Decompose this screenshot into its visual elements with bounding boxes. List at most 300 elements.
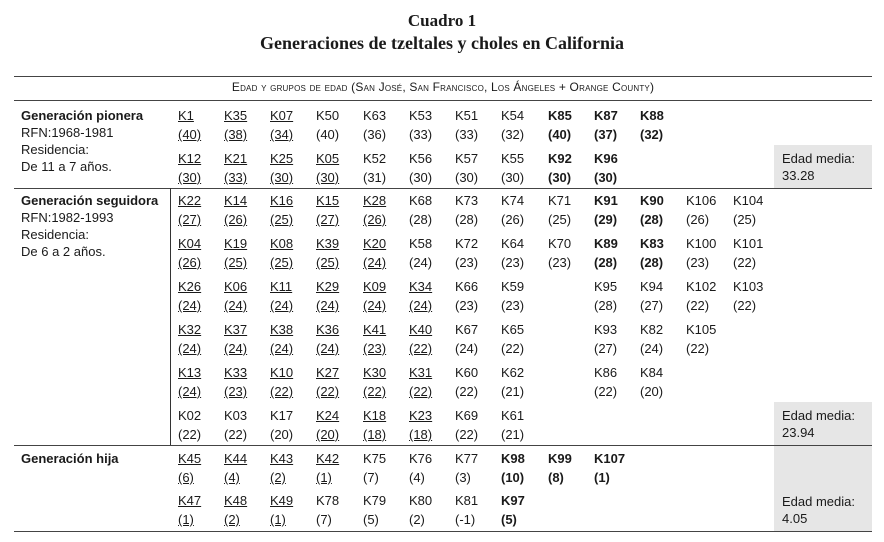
person-cell [363,363,407,401]
group-residence-label: Residencia: [21,227,89,242]
person-cell [455,320,499,358]
person-code: K63 [363,108,387,123]
person-code: K51 [455,108,479,123]
person-code: K86 [594,365,618,380]
person-cell [363,191,407,229]
average-hija [782,493,855,527]
person-age: (40) [316,127,340,142]
person-code: K60 [455,365,479,380]
person-code: K23 [409,408,433,423]
person-code: K12 [178,151,202,166]
average-label: Edad media: [782,494,855,509]
person-age: (8) [548,470,564,485]
person-cell [548,191,592,229]
person-code: K65 [501,322,525,337]
person-age: (26) [178,255,202,270]
person-age: (20) [270,427,294,442]
person-code: K32 [178,322,202,337]
person-code: K100 [686,236,717,251]
person-cell [455,491,499,529]
person-age: (30) [455,170,479,185]
person-cell [270,106,314,144]
person-code: K24 [316,408,340,423]
person-cell [548,106,592,144]
person-code: K69 [455,408,479,423]
person-code: K93 [594,322,618,337]
person-code: K1 [178,108,194,123]
person-cell [640,320,684,358]
person-code: K85 [548,108,572,123]
person-cell [455,106,499,144]
average-seguidora [782,407,855,441]
person-code: K67 [455,322,479,337]
person-code: K31 [409,365,433,380]
person-cell [686,277,730,315]
person-age: (24) [455,341,479,356]
group-rfn: RFN:1982-1993 [21,210,114,225]
person-age: (22) [455,427,479,442]
person-code: K38 [270,322,294,337]
person-cell [316,191,360,229]
person-code: K78 [316,493,340,508]
person-code: K45 [178,451,202,466]
person-age: (28) [409,212,433,227]
person-age: (22) [224,427,248,442]
person-code: K10 [270,365,294,380]
group-residence-range: De 11 a 7 años. [21,159,112,174]
person-code: K21 [224,151,248,166]
person-cell [363,491,407,529]
person-code: K08 [270,236,294,251]
seguidora-divider [170,188,171,445]
person-age: (30) [270,170,294,185]
person-age: (22) [316,384,340,399]
person-age: (30) [548,170,572,185]
person-cell [733,191,777,229]
person-cell [409,106,453,144]
person-age: (1) [270,512,286,527]
person-cell [224,406,268,444]
table-subtitle: Generaciones de tzeltales y choles en California [260,33,624,53]
person-age: (22) [270,384,294,399]
person-cell [686,320,730,358]
person-code: K70 [548,236,572,251]
person-cell [501,449,545,487]
person-code: K14 [224,193,248,208]
person-age: (34) [270,127,294,142]
person-cell [501,320,545,358]
person-age: (38) [224,127,248,142]
person-code: K106 [686,193,717,208]
group-label-seguidora [21,192,158,260]
person-code: K28 [363,193,387,208]
person-code: K98 [501,451,525,466]
person-code: K11 [270,279,293,294]
person-cell [270,491,314,529]
person-cell [686,191,730,229]
person-cell [178,106,222,144]
person-code: K43 [270,451,294,466]
person-age: (30) [501,170,525,185]
person-code: K35 [224,108,248,123]
person-age: (28) [594,298,618,313]
person-code: K16 [270,193,294,208]
person-cell [455,363,499,401]
person-code: K55 [501,151,525,166]
person-code: K64 [501,236,525,251]
person-age: (22) [733,255,757,270]
top-rule [14,76,872,77]
person-cell [686,234,730,272]
person-cell [409,149,453,187]
person-age: (27) [594,341,618,356]
person-age: (5) [363,512,379,527]
group-separator-1 [14,188,872,189]
person-age: (24) [316,298,340,313]
person-age: (24) [409,298,433,313]
person-code: K19 [224,236,248,251]
person-code: K40 [409,322,433,337]
person-cell [501,106,545,144]
person-cell [455,406,499,444]
person-code: K41 [363,322,387,337]
person-cell [270,449,314,487]
person-cell [409,363,453,401]
person-age: (7) [363,470,379,485]
person-age: (40) [178,127,202,142]
person-cell [178,277,222,315]
person-cell [501,491,545,529]
average-label: Edad media: [782,151,855,166]
person-age: (24) [316,341,340,356]
person-code: K27 [316,365,340,380]
person-age: (33) [455,127,479,142]
person-age: (33) [409,127,433,142]
person-cell [270,277,314,315]
group-label-pionera [21,107,143,175]
person-cell [224,191,268,229]
person-age: (27) [316,212,340,227]
person-age: (24) [178,341,202,356]
person-cell [409,320,453,358]
person-code: K66 [455,279,479,294]
person-code: K09 [363,279,387,294]
person-cell [733,234,777,272]
person-code: K82 [640,322,664,337]
person-cell [270,406,314,444]
person-age: (30) [594,170,618,185]
person-code: K49 [270,493,294,508]
person-age: (24) [363,255,387,270]
person-age: (27) [178,212,202,227]
person-cell [501,363,545,401]
person-age: (32) [501,127,525,142]
average-pionera [782,150,855,184]
person-code: K102 [686,279,717,294]
person-code: K104 [733,193,764,208]
person-age: (26) [224,212,248,227]
person-code: K42 [316,451,340,466]
person-code: K33 [224,365,248,380]
person-cell [501,406,545,444]
person-code: K61 [501,408,525,423]
person-code: K83 [640,236,664,251]
person-code: K34 [409,279,433,294]
person-cell [178,491,222,529]
group-residence-label: Residencia: [21,142,89,157]
person-age: (18) [363,427,387,442]
person-age: (22) [178,427,202,442]
person-cell [455,234,499,272]
group-rfn: RFN:1968-1981 [21,125,114,140]
person-cell [548,449,592,487]
group-name: Generación hija [21,451,119,466]
person-cell [501,149,545,187]
person-cell [178,149,222,187]
person-code: K20 [363,236,387,251]
person-age: (26) [501,212,525,227]
person-code: K39 [316,236,340,251]
person-code: K99 [548,451,572,466]
person-cell [640,106,684,144]
average-value: 4.05 [782,511,808,526]
person-code: K06 [224,279,248,294]
person-age: (6) [178,470,194,485]
person-age: (25) [224,255,248,270]
bottom-rule [14,531,872,532]
person-cell [363,449,407,487]
person-code: K18 [363,408,387,423]
person-age: (25) [733,212,757,227]
person-cell [224,149,268,187]
person-code: K77 [455,451,479,466]
person-cell [733,277,777,315]
person-cell [594,234,638,272]
person-age: (24) [640,341,664,356]
person-cell [316,320,360,358]
person-code: K91 [594,193,618,208]
person-cell [270,363,314,401]
group-separator-2 [14,445,872,446]
person-cell [363,277,407,315]
person-cell [455,191,499,229]
person-age: (21) [501,384,525,399]
person-age: (22) [686,341,710,356]
person-code: K47 [178,493,202,508]
average-label: Edad media: [782,408,855,423]
person-age: (21) [501,427,525,442]
person-age: (20) [640,384,664,399]
person-code: K88 [640,108,664,123]
person-age: (33) [224,170,248,185]
person-age: (27) [640,298,664,313]
person-cell [409,406,453,444]
person-age: (18) [409,427,433,442]
person-age: (23) [363,341,387,356]
table-title: Cuadro 1 [407,11,477,30]
person-age: (23) [686,255,710,270]
person-code: K04 [178,236,202,251]
person-cell [409,491,453,529]
person-age: (10) [501,470,525,485]
person-age: (28) [455,212,479,227]
person-code: K79 [363,493,387,508]
person-code: K92 [548,151,572,166]
person-age: (28) [640,255,664,270]
person-cell [270,234,314,272]
person-code: K53 [409,108,433,123]
person-age: (24) [224,341,248,356]
person-cell [594,191,638,229]
person-cell [178,449,222,487]
person-cell [316,449,360,487]
person-age: (25) [270,212,294,227]
person-age: (26) [363,212,387,227]
header-rule [14,100,872,101]
person-code: K15 [316,193,340,208]
person-cell [316,491,360,529]
person-cell [409,449,453,487]
person-age: (22) [594,384,618,399]
person-age: (24) [224,298,248,313]
group-name: Generación pionera [21,108,144,123]
person-code: K57 [455,151,479,166]
person-age: (23) [455,255,479,270]
person-code: K29 [316,279,340,294]
person-code: K59 [501,279,525,294]
person-age: (31) [363,170,387,185]
person-age: (1) [316,470,332,485]
person-age: (28) [594,255,618,270]
person-cell [455,449,499,487]
person-cell [316,363,360,401]
group-residence-range: De 6 a 2 años. [21,244,106,259]
person-code: K80 [409,493,433,508]
person-age: (24) [178,384,202,399]
person-age: (22) [501,341,525,356]
person-cell [224,363,268,401]
person-cell [640,277,684,315]
person-cell [594,149,638,187]
person-age: (23) [455,298,479,313]
person-cell [316,149,360,187]
person-age: (7) [316,512,332,527]
person-code: K48 [224,493,248,508]
person-code: K73 [455,193,479,208]
person-age: (23) [548,255,572,270]
person-code: K56 [409,151,433,166]
person-cell [178,406,222,444]
person-cell [409,234,453,272]
person-code: K76 [409,451,433,466]
person-cell [224,320,268,358]
person-cell [594,277,638,315]
group-label-hija [21,450,119,467]
person-cell [363,406,407,444]
person-cell [316,277,360,315]
person-cell [594,449,638,487]
person-code: K03 [224,408,248,423]
person-code: K54 [501,108,525,123]
person-code: K105 [686,322,717,337]
person-code: K17 [270,408,294,423]
person-age: (25) [548,212,572,227]
person-age: (24) [270,298,294,313]
person-cell [501,191,545,229]
person-cell [640,191,684,229]
person-age: (22) [363,384,387,399]
average-value: 33.28 [782,168,815,183]
person-cell [640,363,684,401]
person-code: K02 [178,408,202,423]
person-age: (22) [733,298,757,313]
person-cell [501,277,545,315]
person-code: K26 [178,279,202,294]
person-age: (22) [455,384,479,399]
person-cell [363,234,407,272]
person-cell [224,277,268,315]
person-code: K72 [455,236,479,251]
person-age: (30) [316,170,340,185]
person-age: (5) [501,512,517,527]
person-age: (22) [409,341,433,356]
person-code: K84 [640,365,664,380]
person-cell [178,363,222,401]
person-cell [455,277,499,315]
person-cell [548,149,592,187]
person-cell [178,320,222,358]
person-cell [594,320,638,358]
person-code: K22 [178,193,202,208]
person-code: K97 [501,493,525,508]
person-cell [224,491,268,529]
person-age: (22) [686,298,710,313]
person-cell [178,191,222,229]
person-code: K50 [316,108,340,123]
person-cell [501,234,545,272]
person-age: (23) [224,384,248,399]
person-cell [224,449,268,487]
person-cell [224,234,268,272]
person-code: K103 [733,279,764,294]
person-age: (20) [316,427,340,442]
person-cell [316,406,360,444]
person-age: (4) [224,470,240,485]
person-age: (32) [640,127,664,142]
person-age: (1) [178,512,194,527]
person-age: (3) [455,470,471,485]
person-cell [548,234,592,272]
person-cell [178,234,222,272]
person-age: (24) [409,255,433,270]
person-cell [594,106,638,144]
person-code: K52 [363,151,387,166]
person-code: K68 [409,193,433,208]
person-age: (2) [409,512,425,527]
person-code: K87 [594,108,618,123]
person-code: K07 [270,108,294,123]
person-code: K101 [733,236,764,251]
person-age: (2) [224,512,240,527]
person-cell [594,363,638,401]
person-age: (37) [594,127,618,142]
person-code: K44 [224,451,248,466]
person-age: (26) [686,212,710,227]
person-code: K36 [316,322,340,337]
person-cell [316,106,360,144]
person-age: (30) [178,170,202,185]
person-age: (1) [594,470,610,485]
